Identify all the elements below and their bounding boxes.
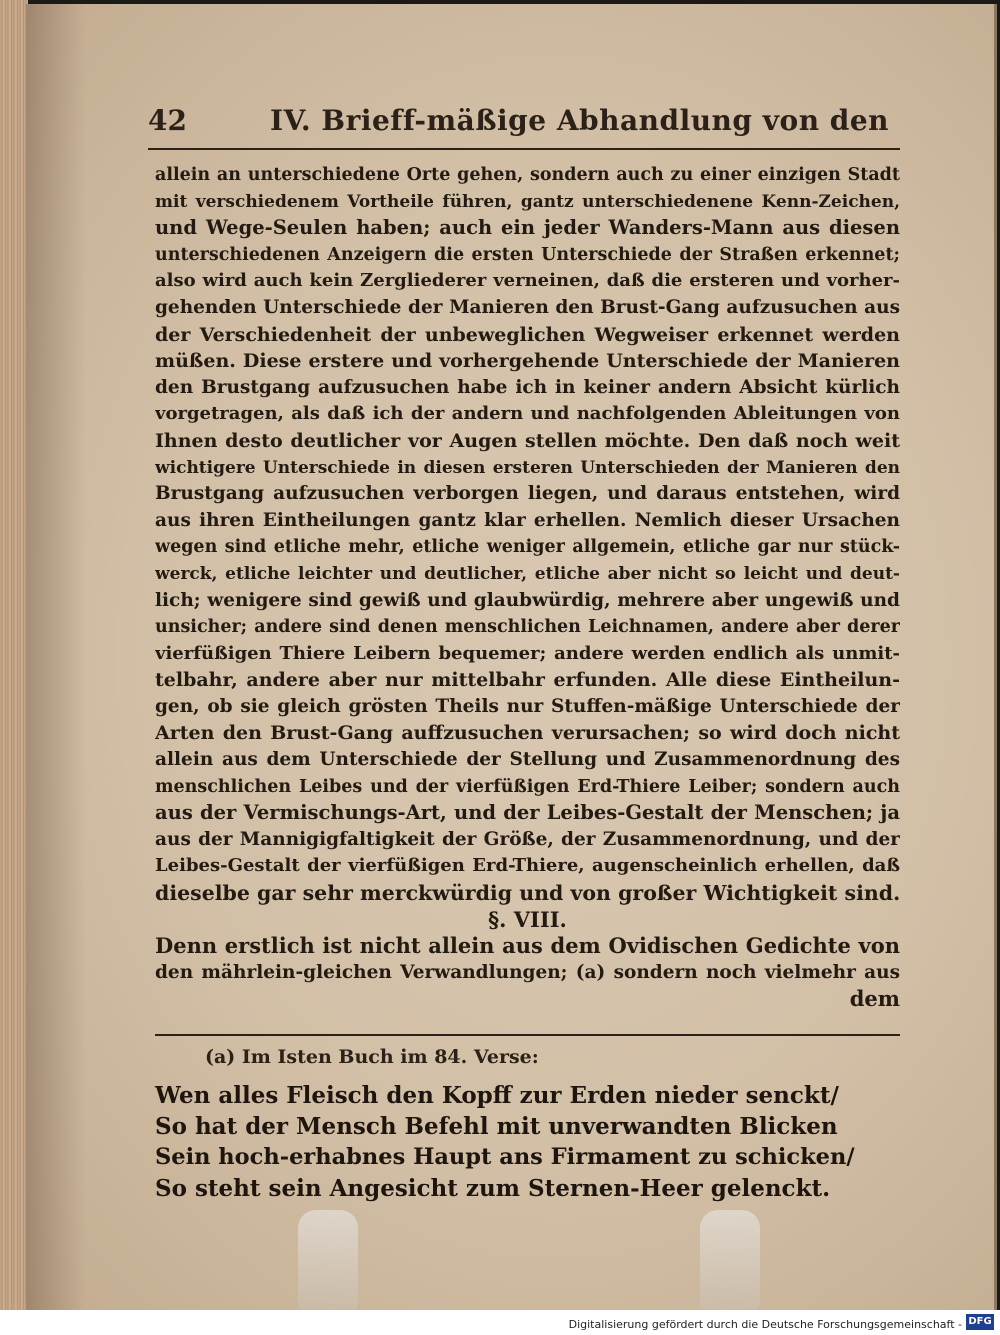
text-line: aus der Vermischungs-Art, und der Leibes-Gestalt der Menschen; ja — [155, 801, 900, 825]
text-line: telbahr, andere aber nur mittelbahr erfunden. Alle diese Eintheilun- — [155, 669, 900, 692]
book-page-edges — [0, 0, 28, 1310]
text-line: werck, etliche leichter und deutlicher, etliche aber nicht so leicht und deut- — [155, 563, 900, 584]
page-number: 42 — [148, 104, 187, 137]
text-line: menschlichen Leibes und der vierfüßigen Erd-Thiere Leiber; sondern auch — [155, 776, 900, 797]
text-line: Ihnen desto deutlicher vor Augen stellen möchte. Den daß noch weit — [155, 429, 900, 452]
text-line: Brustgang aufzusuchen verborgen liegen, und daraus entstehen, wird — [155, 483, 900, 505]
text-line: gen, ob sie gleich grösten Theils nur Stuffen-mäßige Unterschiede der — [155, 695, 900, 717]
footnote-reference: (a) Im Isten Buch im 84. Verse: — [205, 1046, 539, 1068]
text-line: Leibes-Gestalt der vierfüßigen Erd-Thiere, augenscheinlich erhellen, daß — [155, 855, 900, 877]
footer-credit: Digitalisierung gefördert durch die Deutsche Forschungsgemeinschaft - — [568, 1318, 962, 1331]
text-line: Denn erstlich ist nicht allein aus dem Ovidischen Gedichte von — [155, 933, 900, 959]
spine-shadow — [26, 4, 86, 1310]
verse-line: Wen alles Fleisch den Kopff zur Erden nieder senckt/ — [155, 1082, 839, 1109]
text-line: der Verschiedenheit der unbeweglichen Wegweiser erkennet werden — [155, 323, 900, 346]
verse-line: So hat der Mensch Befehl mit unverwandten Blicken — [155, 1113, 838, 1140]
text-line: wegen sind etliche mehr, etliche weniger allgemein, etliche gar nur stück- — [155, 537, 900, 558]
text-line: allein an unterschiedene Orte gehen, sondern auch zu einer einzigen Stadt — [155, 165, 900, 185]
text-line: gehenden Unterschiede der Manieren den Brust-Gang aufzusuchen aus — [155, 296, 900, 318]
verse-line: So steht sein Angesicht zum Sternen-Heer gelenckt. — [155, 1175, 831, 1202]
text-line: wichtigere Unterschiede in diesen ersteren Unterschieden der Manieren den — [155, 457, 900, 478]
text-line: allein aus dem Unterschiede der Stellung und Zusammenordnung des — [155, 749, 900, 771]
section-heading: §. VIII. — [488, 906, 567, 932]
text-line: müßen. Diese erstere und vorhergehende Unterschiede der Manieren — [155, 350, 900, 373]
scanner-clip — [700, 1210, 760, 1310]
text-line: aus der Mannigigfaltigkeit der Größe, der Zusammenordnung, und der — [155, 828, 900, 850]
text-line: vierfüßigen Thiere Leibern bequemer; andere werden endlich als unmit- — [155, 642, 900, 664]
text-line: und Wege-Seulen haben; auch ein jeder Wanders-Mann aus diesen — [155, 216, 900, 240]
text-line: aus ihren Eintheilungen gantz klar erhellen. Nemlich dieser Ursachen — [155, 509, 900, 531]
header-rule — [148, 148, 900, 150]
text-line: Arten den Brust-Gang auffzusuchen verursachen; so wird doch nicht — [155, 722, 900, 745]
text-line: also wird auch kein Zergliederer verneinen, daß die ersteren und vorher- — [155, 270, 900, 292]
catchword: dem — [849, 986, 900, 1012]
footnote-rule — [155, 1034, 900, 1036]
text-line: lich; wenigere sind gewiß und glaubwürdig, mehrere aber ungewiß und — [155, 589, 900, 611]
running-head: IV. Brieff-mäßige Abhandlung von den — [270, 104, 890, 137]
text-line: den mährlein-gleichen Verwandlungen; (a) sondern noch vielmehr aus — [155, 961, 900, 983]
text-line: dieselbe gar sehr merckwürdig und von großer Wichtigkeit sind. — [155, 881, 900, 906]
text-line: vorgetragen, als daß ich der andern und nachfolgenden Ableitungen von — [155, 403, 900, 425]
text-line: den Brustgang aufzusuchen habe ich in keiner andern Absicht kürlich — [155, 376, 900, 398]
footnote-verse — [155, 1080, 855, 1204]
text-line: mit verschiedenem Vortheile führen, gantz unterschiedenene Kenn-Zeichen, — [155, 191, 900, 212]
scanner-clip — [298, 1210, 358, 1310]
verse-line: Sein hoch-erhabnes Haupt ans Firmament zu schicken/ — [155, 1144, 855, 1170]
text-line: unterschiedenen Anzeigern die ersten Unterschiede der Straßen erkennet; — [155, 244, 900, 265]
text-line: unsicher; andere sind denen menschlichen Leichnamen, andere aber derer — [155, 617, 900, 638]
body-text — [155, 162, 900, 1013]
dfg-logo: DFG — [966, 1314, 994, 1330]
